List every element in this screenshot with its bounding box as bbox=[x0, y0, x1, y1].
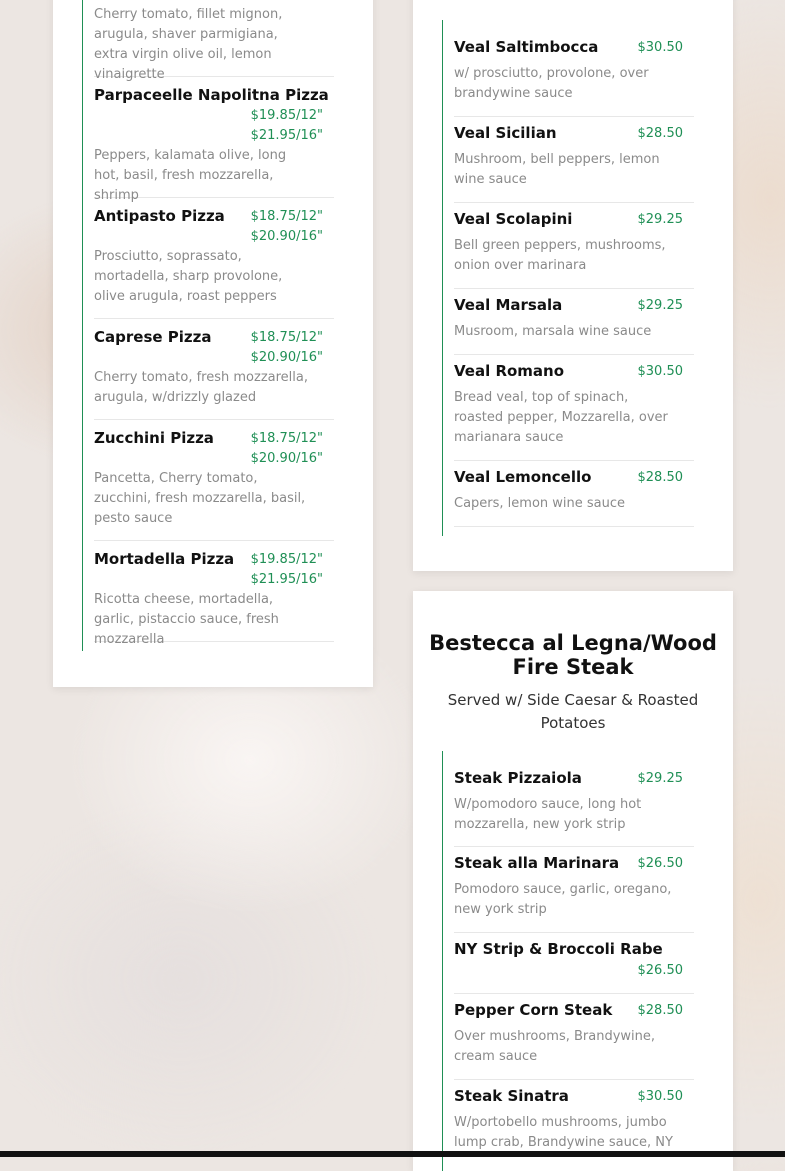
item-description: Ricotta cheese, mortadella, garlic, pistaccio sauce, fresh mozzarella bbox=[94, 592, 279, 647]
item-price-12: $19.85/12" bbox=[250, 108, 323, 123]
item-name: Steak Sinatra bbox=[454, 1087, 569, 1105]
item-price: $28.50 bbox=[637, 126, 683, 141]
item-description: W/portobello mushrooms, jumbo lump crab, Brandywine sauce, NY bbox=[454, 1115, 673, 1150]
item-description: Pancetta, Cherry tomato, zucchini, fresh mozzarella, basil, pesto sauce bbox=[94, 471, 306, 526]
menu-item bbox=[454, 20, 694, 117]
item-description: Cherry tomato, fillet mignon, arugula, shaver parmigiana, extra virgin olive oil, lemon vinaigrette bbox=[94, 7, 283, 82]
pizza-items-list bbox=[82, 0, 334, 651]
item-price: $26.50 bbox=[637, 856, 683, 871]
item-price: $28.50 bbox=[637, 470, 683, 485]
section-title: Bestecca al Legna/Wood Fire Steak bbox=[429, 631, 717, 679]
item-price: $28.50 bbox=[637, 1003, 683, 1018]
item-name: Pepper Corn Steak bbox=[454, 1001, 613, 1019]
item-price-12: $19.85/12" bbox=[250, 552, 323, 567]
menu-item bbox=[94, 540, 334, 647]
menu-item bbox=[94, 419, 334, 541]
item-description: Bell green peppers, mushrooms, onion over marinara bbox=[454, 238, 666, 273]
item-price-16: $21.95/16" bbox=[250, 572, 323, 587]
menu-item bbox=[94, 318, 334, 420]
veal-menu-card bbox=[413, 0, 733, 571]
section-subtitle: Served w/ Side Caesar & Roasted Potatoes bbox=[447, 691, 699, 732]
item-price-16: $20.90/16" bbox=[250, 229, 323, 244]
item-price-16: $20.90/16" bbox=[250, 350, 323, 365]
item-price-12: $18.75/12" bbox=[250, 330, 323, 345]
item-name: Steak alla Marinara bbox=[454, 854, 620, 872]
item-name: Mortadella Pizza bbox=[94, 550, 235, 568]
item-description: Pomodoro sauce, garlic, oregano, new york strip bbox=[454, 882, 672, 917]
veal-items-list bbox=[442, 20, 694, 536]
item-description: Bread veal, top of spinach, roasted pepper, Mozzarella, over marianara sauce bbox=[454, 390, 668, 445]
item-price-12: $18.75/12" bbox=[250, 209, 323, 224]
item-description: Musroom, marsala wine sauce bbox=[454, 324, 652, 339]
item-name: Veal Romano bbox=[454, 362, 565, 380]
item-price: $29.25 bbox=[637, 298, 683, 313]
item-name: Steak Pizzaiola bbox=[454, 769, 582, 787]
item-name: NY Strip & Broccoli Rabe bbox=[454, 940, 663, 958]
item-price: $30.50 bbox=[637, 40, 683, 55]
menu-item bbox=[454, 932, 694, 994]
pizza-menu-card bbox=[53, 0, 373, 687]
item-name: Veal Saltimbocca bbox=[454, 38, 599, 56]
item-name: Veal Scolapini bbox=[454, 210, 573, 228]
steak-menu-card bbox=[413, 591, 733, 1171]
item-description: Over mushrooms, Brandywine, cream sauce bbox=[454, 1029, 656, 1064]
item-price-16 bbox=[251, 0, 323, 1]
menu-item bbox=[94, 76, 334, 203]
menu-item bbox=[454, 288, 694, 355]
item-description: Mushroom, bell peppers, lemon wine sauce bbox=[454, 152, 660, 187]
menu-item bbox=[454, 354, 694, 461]
item-name: Caprese Pizza bbox=[94, 328, 212, 346]
menu-item bbox=[454, 846, 694, 933]
menu-item bbox=[454, 993, 694, 1080]
item-name: Parpaceelle Napolitna Pizza bbox=[94, 86, 329, 104]
item-price: $30.50 bbox=[637, 364, 683, 379]
menu-item bbox=[454, 202, 694, 289]
item-description: Cherry tomato, fresh mozzarella, arugula, w/drizzly glazed bbox=[94, 370, 308, 405]
bottom-bar bbox=[0, 1151, 785, 1157]
item-description: Prosciutto, soprassato, mortadella, sharp provolone, olive arugula, roast peppers bbox=[94, 249, 283, 304]
menu-item bbox=[454, 1079, 694, 1171]
item-description: W/pomodoro sauce, long hot mozzarella, new york strip bbox=[454, 797, 642, 832]
item-name: Veal Lemoncello bbox=[454, 468, 592, 486]
item-price-16: $21.95/16" bbox=[250, 128, 323, 143]
steak-items-list bbox=[442, 751, 694, 1171]
menu-item bbox=[94, 197, 334, 319]
item-name: Antipasto Pizza bbox=[94, 207, 225, 225]
item-description: Peppers, kalamata olive, long hot, basil, fresh mozzarella, shrimp bbox=[94, 148, 287, 203]
item-name: Zucchini Pizza bbox=[94, 429, 214, 447]
item-price-16: $20.90/16" bbox=[250, 451, 323, 466]
item-price: $29.25 bbox=[637, 771, 683, 786]
item-price-12: $18.75/12" bbox=[250, 431, 323, 446]
item-description: w/ prosciutto, provolone, over brandywine sauce bbox=[454, 66, 649, 101]
item-price: $29.25 bbox=[637, 212, 683, 227]
menu-item-partial bbox=[94, 0, 334, 82]
item-price: $30.50 bbox=[637, 1089, 683, 1104]
menu-item bbox=[454, 751, 694, 847]
item-description: Capers, lemon wine sauce bbox=[454, 496, 626, 511]
item-price: $26.50 bbox=[637, 963, 683, 978]
item-name: Veal Marsala bbox=[454, 296, 563, 314]
menu-item bbox=[454, 460, 694, 527]
menu-item bbox=[454, 116, 694, 203]
item-name: Veal Sicilian bbox=[454, 124, 557, 142]
